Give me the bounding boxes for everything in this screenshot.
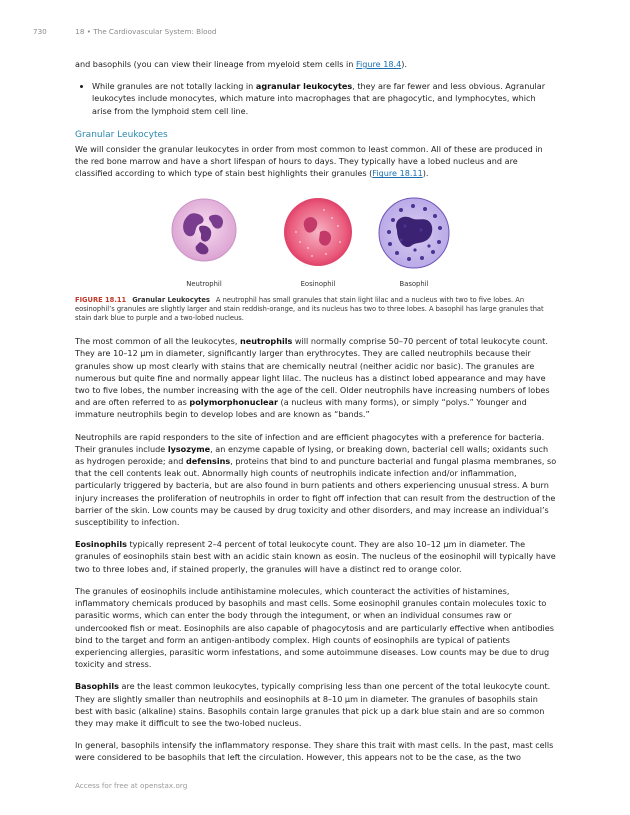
section-intro-text: We will consider the granular leukocytes in order from most common to least common. All of these are produced in the red bone marrow and have a short lifespan of hours to days. They typically have a lobed nucleus and are classified according to which type of stain best highlights their granules ( bbox=[75, 144, 543, 179]
bullet-text-cont: , they are far fewer and less obvious. Agranular leukocytes include monocytes, which mature into macrophages that are phagocytic, and lymphocytes, which arise from the lymphoid stem cell line. bbox=[92, 81, 546, 116]
figure-caption-text: A neutrophil has small granules that stain light lilac and a nucleus with two to five lobes. An eosinophil’s granules are slightly larger and stain reddish-orange, and its nucleus has two to three lobes. A basophil has large granules that stain dark blue to purple and a two-lobed nucleus. bbox=[75, 295, 544, 323]
eosinophil-label: Eosinophil bbox=[300, 279, 336, 288]
defensins-term: defensins bbox=[185, 456, 231, 467]
neutrophil-illustration bbox=[170, 196, 238, 264]
p2-text-a: Neutrophils are rapid responders to the site of infection and are efficient phagocytes with a preference for bacteria. Their granules include bbox=[75, 431, 545, 454]
lysozyme-term: lysozyme bbox=[167, 443, 211, 454]
p1-text-d: (a nucleus with many forms), or simply “polys.” Younger and immature neutrophils begin to develop lobes and are known as “bands.” bbox=[75, 397, 527, 420]
bullet-item bbox=[92, 80, 557, 117]
basophil-label: Basophil bbox=[399, 279, 429, 288]
section-intro-end: ). bbox=[422, 168, 429, 179]
figure-18-4-link[interactable]: Figure 18.4 bbox=[355, 59, 402, 69]
figure-number: FIGURE 18.11 bbox=[75, 295, 127, 304]
section-heading: Granular Leukocytes bbox=[75, 129, 168, 140]
polymorphonuclear-term: polymorphonuclear bbox=[189, 397, 278, 408]
page-content bbox=[75, 58, 557, 774]
p2-text-c: , an enzyme capable of lysing, or breaking down, bacterial cell walls; oxidants such as hydrogen peroxide; and bbox=[75, 443, 549, 467]
intro-line bbox=[75, 58, 557, 70]
neutrophils-paragraph bbox=[75, 335, 557, 420]
eosinophils-term: Eosinophils bbox=[75, 539, 127, 550]
p2-text-d: , proteins that bind to and puncture bacterial and fungal plasma membranes, so that the cell contents leak out. Abnormally high counts of neutrophils indicate infection and/or inflammation, particularly triggered by bacteria, but are also found in burn patients and others experiencing unusual stress. A burn injury increases the proliferation of neutrophils in order to fight off infection that can result from the destruction of the barrier of the skin. Low counts may be caused by drug toxicity and other disorders, and may increase an individual’s susceptibility to infection. bbox=[75, 456, 557, 528]
chapter-title: 18 • The Cardiovascular System: Blood bbox=[75, 27, 217, 36]
p1-text-a: The most common of all the leukocytes, bbox=[75, 336, 240, 347]
neutrophils-function-paragraph bbox=[75, 431, 557, 529]
basophils-term: Basophils bbox=[75, 681, 119, 692]
p5-text-a: are the least common leukocytes, typically comprising less than one percent of the total leukocyte count. They are slightly smaller than neutrophils and eosinophils at 8–10 µm in diameter. The granules of basophils stain best with basic (alkaline) stains. Basophils contain large granules that pick up a dark blue stain and are so common they may make it difficult to see the two-lobed nucleus. bbox=[75, 681, 551, 728]
figure-18-11-link[interactable]: Figure 18.11 bbox=[372, 168, 423, 179]
page-footer: Access for free at openstax.org bbox=[75, 781, 188, 790]
bullet-list bbox=[75, 80, 557, 117]
intro-text: and basophils (you can view their lineage from myeloid stem cells in bbox=[75, 59, 356, 69]
figure-title: Granular Leukocytes bbox=[132, 295, 210, 304]
neutrophils-term: neutrophils bbox=[239, 336, 293, 347]
neutrophil-label: Neutrophil bbox=[186, 279, 222, 288]
section-intro-paragraph bbox=[75, 143, 557, 180]
eosinophil-granules-paragraph: The granules of eosinophils include antihistamine molecules, which counteract the activities of histamines, inflammatory chemicals produced by basophils and mast cells. Some eosinophil granules contain molecules toxic to parasitic worms, which can enter the body through the integument, or when an individual consumes raw or undercooked fish or meat. Eosinophils are also capable of phagocytosis and are particularly effective when antibodies bind to the target and form an antigen-antibody complex. High counts of eosinophils are typical of patients experiencing allergies, parasitic worm infestations, and some autoimmune diseases. Low counts may be due to drug toxicity and stress. bbox=[75, 585, 554, 670]
eosinophil-illustration bbox=[282, 196, 354, 268]
figure-granular-leukocytes bbox=[75, 190, 557, 290]
bullet-text: While granules are not totally lacking in bbox=[92, 81, 256, 92]
agranular-leukocytes-term: agranular leukocytes bbox=[255, 81, 353, 92]
page-number: 730 bbox=[33, 27, 47, 36]
p3-text-a: typically represent 2–4 percent of total leukocyte count. They are also 10–12 µm in diameter. The granules of eosinophils stain best with an acidic stain known as eosin. The nucleus of the eosinophil will typically have two to three lobes and, if stained properly, the granules will have a distinct red to orange color. bbox=[75, 539, 556, 574]
page-header bbox=[33, 27, 216, 36]
basophils-function-paragraph: In general, basophils intensify the inflammatory response. They share this trait with mast cells. In the past, mast cells were considered to be basophils that left the circulation. However, this appears not to be the case, as the two bbox=[75, 740, 554, 763]
basophils-paragraph bbox=[75, 680, 557, 729]
basophil-illustration bbox=[377, 196, 451, 270]
p1-text-c: will normally comprise 50–70 percent of total leukocyte count. They are 10–12 µm in diameter, significantly larger than erythrocytes. They are called neutrophils because their granules show up most clearly with stains that are chemically neutral (neither acidic nor basic). The granules are numerous but quite fine and normally appear light lilac. The nucleus has a distinct lobed appearance and may have two to five lobes, the number increasing with the age of the cell. Older neutrophils have increasing numbers of lobes and are often referred to as bbox=[75, 336, 550, 408]
intro-text-end: ). bbox=[401, 59, 407, 69]
figure-caption bbox=[75, 296, 557, 324]
eosinophils-paragraph bbox=[75, 538, 557, 575]
